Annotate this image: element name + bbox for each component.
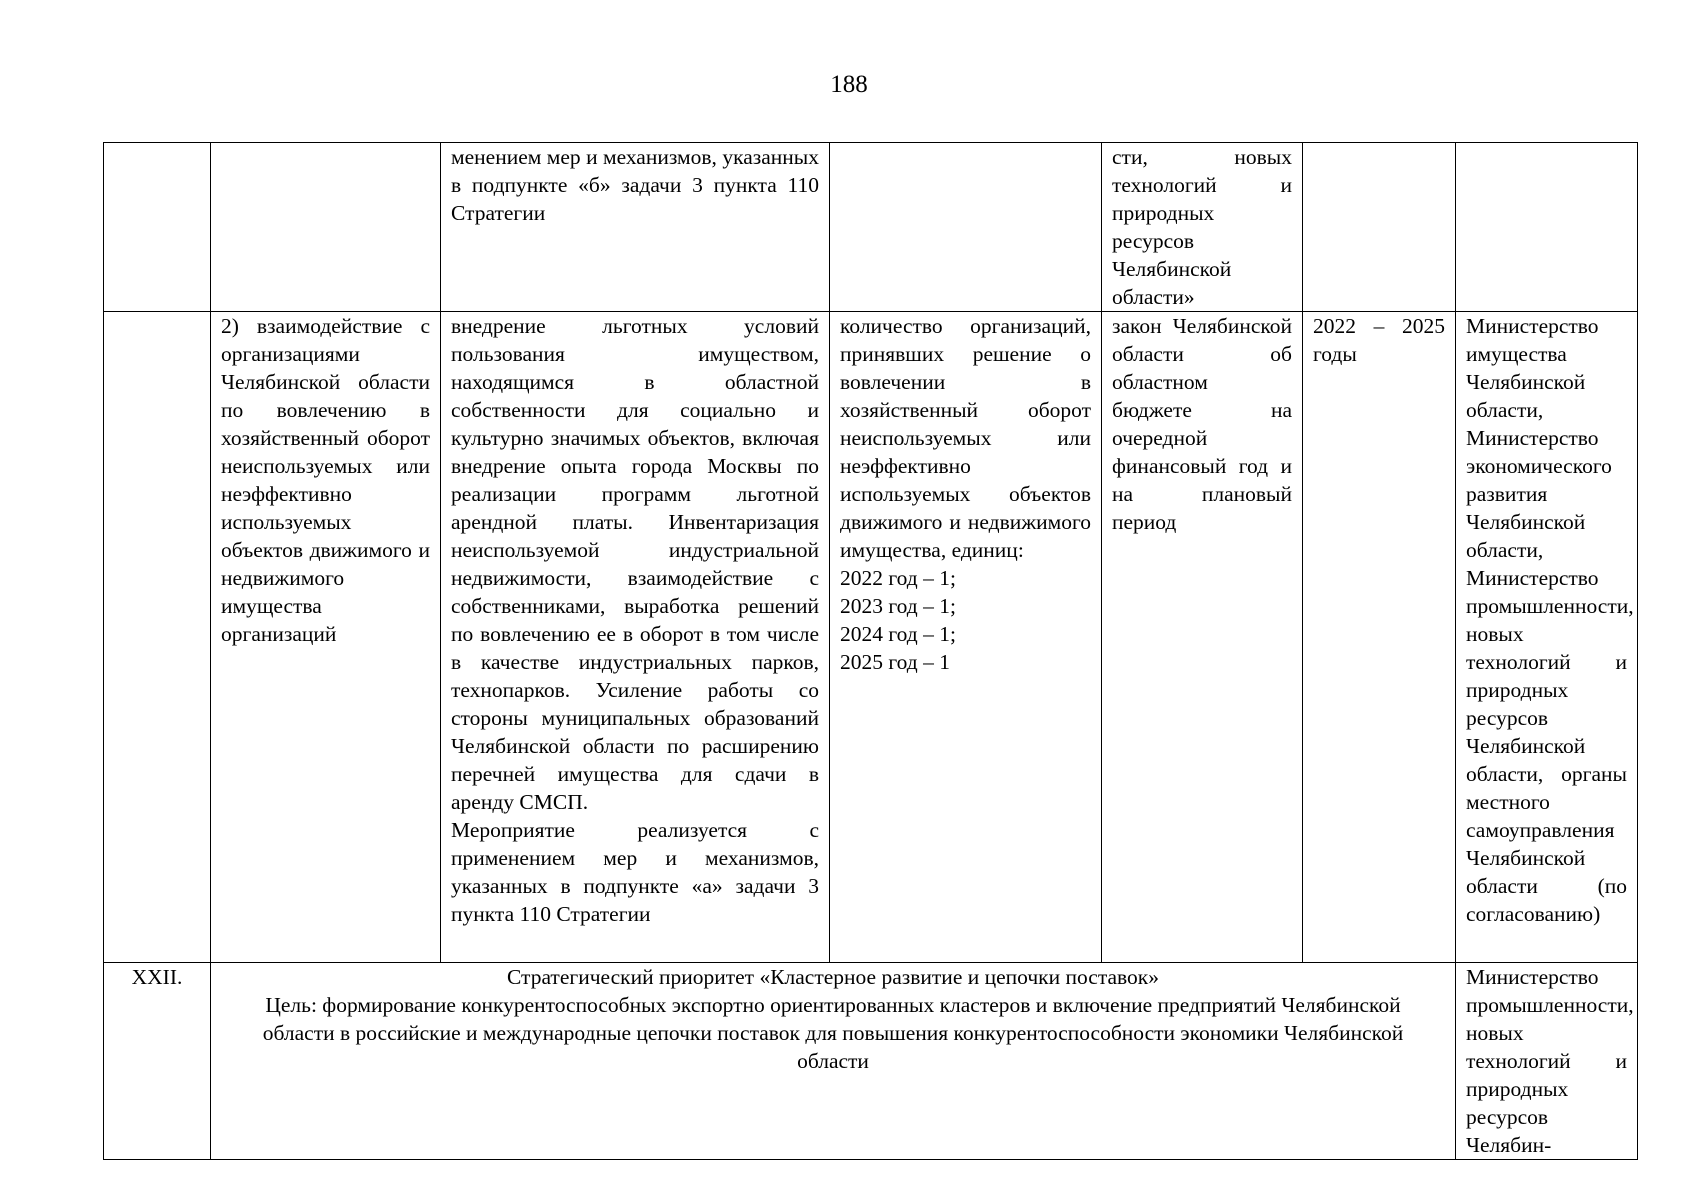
measure-text: внедрение льготных условий пользования имуществом, находящимся в областной собственности для социально и культурно значимых объектов, включая внедрение опыта города Москвы по реализации программ льготной арендной платы. Инвентаризация неиспользуемой индустриальной недвижимости, взаимодействие с собственниками, выработка решений по вовлечению ее в оборот в том числе в качестве индустриальных парков, технопарков. Усиление работы со стороны муниципальных образований Челябинской области по расширению перечней имущества для сдачи в аренду СМСП. — [451, 314, 819, 814]
cell-indicator — [830, 312, 1102, 963]
cell-source: закон Челябинской области об областном бюджете на очередной финансовый год и на плановый период — [1102, 312, 1303, 963]
indicator-text: количество организаций, принявших решение о вовлечении в хозяйственный оборот неиспользуемых или неэффективно используемых объектов движимого и недвижимого имущества, единиц: — [840, 314, 1091, 562]
strategy-table — [103, 142, 1638, 1160]
cell-number — [104, 312, 211, 963]
cell-task: 2) взаимодействие с организациями Челябинской области по вовлечению в хозяйственный оборот неиспользуемых или неэффективно используемых объектов движимого и недвижимого имущества организаций — [211, 312, 441, 963]
table-row-item-2 — [104, 312, 1638, 963]
cell-period — [1303, 143, 1456, 312]
priority-goal: Цель: формирование конкурентоспособных экспортно ориентированных кластеров и включение предприятий Челябинской области в российские и международные цепочки поставок для повышения конкурентоспособности экономики Челябинской области — [262, 993, 1404, 1073]
indicator-value: 2025 год – 1 — [840, 650, 950, 674]
cell-measure: менением мер и механизмов, указанных в подпункте «б» задачи 3 пункта 110 Стратегии — [441, 143, 830, 312]
cell-priority-number: XXII. — [104, 963, 211, 1160]
cell-indicator — [830, 143, 1102, 312]
table-row-priority — [104, 963, 1638, 1160]
cell-source: сти, новых технологий и природных ресурсов Челябинской области» — [1102, 143, 1303, 312]
cell-task — [211, 143, 441, 312]
priority-title: Стратегический приоритет «Кластерное развитие и цепочки поставок» — [506, 965, 1159, 989]
cell-priority — [211, 963, 1456, 1160]
cell-number — [104, 143, 211, 312]
cell-responsible: Министерство имущества Челябинской области, Министерство экономического развития Челябинской области, Министерство промышленности, новых технологий и природных ресурсов Челябинской области, органы местного самоуправления Челябинской области (по согласованию) — [1456, 312, 1638, 963]
indicator-value: 2023 год – 1; — [840, 594, 956, 618]
cell-period: 2022 – 2025 годы — [1303, 312, 1456, 963]
page-number: 188 — [830, 71, 868, 98]
cell-measure — [441, 312, 830, 963]
cell-responsible — [1456, 143, 1638, 312]
cell-responsible: Министерство промышленности, новых технологий и природных ресурсов Челябин- — [1456, 963, 1638, 1160]
indicator-value: 2024 год – 1; — [840, 622, 956, 646]
indicator-value: 2022 год – 1; — [840, 566, 956, 590]
measure-note: Мероприятие реализуется с применением мер и механизмов, указанных в подпункте «а» задачи 3 пункта 110 Стратегии — [451, 818, 819, 926]
table-row-continuation — [104, 143, 1638, 312]
